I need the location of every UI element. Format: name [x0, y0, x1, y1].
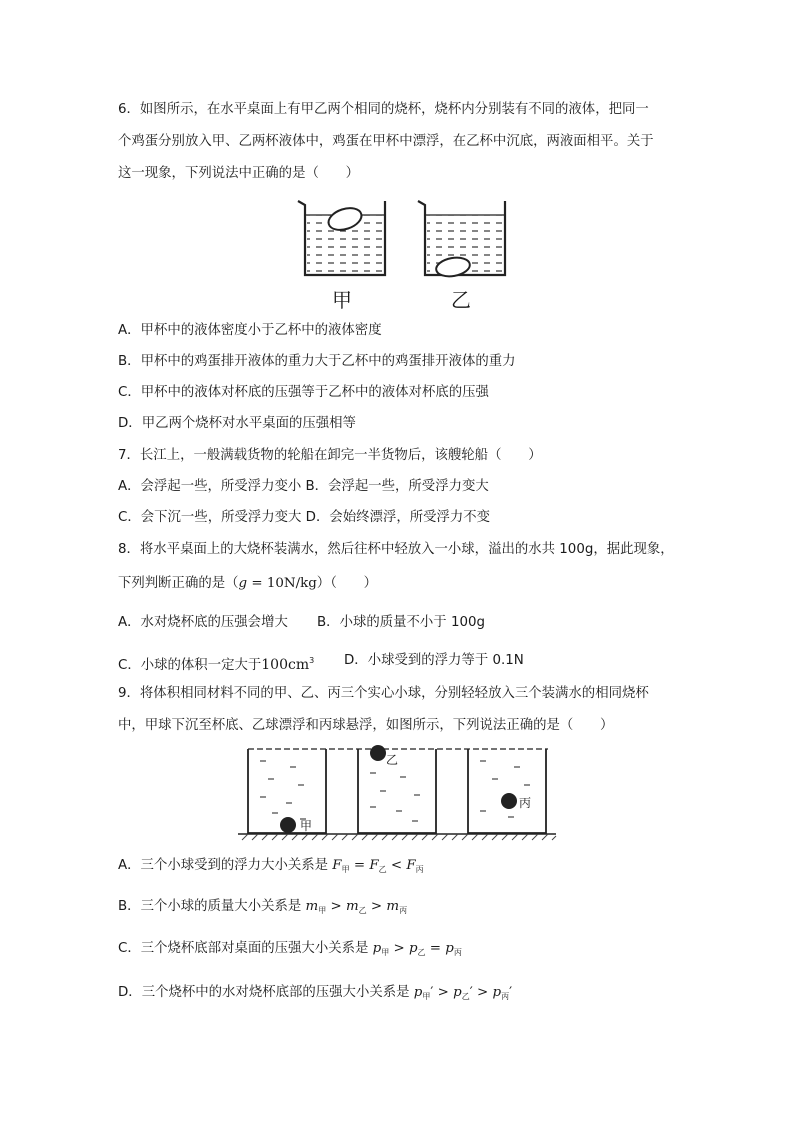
q9-stem-line1: 9．将体积相同材料不同的甲、乙、丙三个实心小球，分别轻轻放入三个装满水的相同烧杯 — [118, 686, 649, 701]
symbol-p: p — [408, 941, 418, 956]
symbol-p: p — [372, 941, 382, 956]
operator-gt: > — [326, 899, 346, 914]
subscript-bing: 丙 — [501, 992, 510, 1001]
q9-option-c-text: C．三个烧杯底部对桌面的压强大小关系是 — [118, 941, 373, 956]
q6-option-a: A．甲杯中的液体密度小于乙杯中的液体密度 — [118, 323, 382, 338]
q8-line2-prefix: 下列判断正确的是（ — [118, 576, 239, 591]
q8-option-c-exp: 3 — [309, 656, 315, 665]
operator-lt: < — [386, 858, 407, 873]
q6-label-yi: 乙 — [451, 288, 471, 312]
prime-mark: ′ — [469, 985, 473, 1000]
subscript-yi: 乙 — [378, 865, 387, 874]
beaker-3 — [468, 749, 546, 833]
q8-option-a: A．水对烧杯底的压强会增大 — [118, 615, 288, 630]
subscript-bing: 丙 — [453, 948, 462, 957]
symbol-F: F — [406, 858, 416, 873]
subscript-yi: 乙 — [417, 948, 426, 957]
q8-line2-suffix: ）（ ） — [316, 576, 378, 591]
q6-stem-line3: 这一现象，下列说法中正确的是（ ） — [118, 166, 360, 181]
subscript-jia: 甲 — [318, 906, 327, 915]
q9-option-d — [118, 984, 512, 1006]
q6-option-d: D．甲乙两个烧杯对水平桌面的压强相等 — [118, 416, 356, 431]
operator-eq: = — [425, 941, 446, 956]
q9-option-d-text: D．三个烧杯中的水对烧杯底部的压强大小关系是 — [118, 985, 414, 1000]
q9-option-a-text: A．三个小球受到的浮力大小关系是 — [118, 858, 333, 873]
q8-formula-rest: = 10N/kg — [247, 576, 317, 591]
q6-label-jia: 甲 — [332, 288, 352, 312]
beaker-1 — [248, 749, 326, 833]
q8-formula-g: g — [238, 576, 248, 591]
q9-option-a — [118, 857, 424, 879]
q6-stem-line1: 6．如图所示，在水平桌面上有甲乙两个相同的烧杯，烧杯内分别装有不同的液体，把同一 — [118, 102, 649, 117]
q6-beaker-figure — [290, 195, 510, 310]
q9-label-bing: 丙 — [519, 796, 532, 810]
symbol-p: p — [453, 985, 462, 1000]
operator-gt: > — [366, 899, 387, 914]
q7-stem: 7．长江上，一般满载货物的轮船在卸完一半货物后，该艘轮船（ ） — [118, 448, 542, 463]
q9-label-yi: 乙 — [386, 753, 399, 767]
symbol-p: p — [445, 941, 454, 956]
q8-option-c-text: C．小球的体积一定大于 — [118, 658, 262, 673]
prime-mark: ′ — [509, 985, 513, 1000]
symbol-F: F — [332, 858, 342, 873]
operator-gt: > — [389, 941, 409, 956]
symbol-p: p — [492, 985, 502, 1000]
subscript-jia: 甲 — [381, 948, 390, 957]
symbol-p: p — [413, 985, 423, 1000]
beaker-jia — [298, 201, 385, 275]
symbol-m: m — [305, 899, 319, 914]
symbol-F: F — [369, 858, 379, 873]
subscript-yi: 乙 — [461, 992, 470, 1001]
q8-option-c-value: 100cm — [261, 657, 310, 673]
q9-option-b — [118, 898, 407, 920]
q9-option-c — [118, 940, 462, 962]
q8-stem-line1: 8．将水平桌面上的大烧杯装满水，然后往杯中轻放入一小球，溢出的水共 100g，据此现象， — [118, 542, 674, 557]
q6-option-c: C．甲杯中的液体对杯底的压强等于乙杯中的液体对杯底的压强 — [118, 385, 489, 400]
operator-eq: = — [349, 858, 370, 873]
beaker-yi — [418, 201, 505, 279]
q8-option-c — [118, 652, 314, 675]
subscript-jia: 甲 — [422, 992, 431, 1001]
q6-option-b: B．甲杯中的鸡蛋排开液体的重力大于乙杯中的鸡蛋排开液体的重力 — [118, 354, 516, 369]
subscript-bing: 丙 — [399, 906, 408, 915]
q7-options-cd: C．会下沉一些，所受浮力变大 D．会始终漂浮，所受浮力不变 — [118, 510, 491, 525]
q8-stem-line2 — [118, 575, 377, 593]
operator-gt: > — [433, 985, 454, 1000]
q7-options-ab: A．会浮起一些，所受浮力变小 B．会浮起一些，所受浮力变大 — [118, 479, 489, 494]
q9-label-jia: 甲 — [300, 819, 313, 833]
q8-option-b: B．小球的质量不小于 100g — [317, 615, 486, 630]
q8-option-d: D．小球受到的浮力等于 0.1N — [344, 653, 524, 668]
prime-mark: ′ — [430, 985, 434, 1000]
operator-gt: > — [472, 985, 493, 1000]
q9-option-b-text: B．三个小球的质量大小关系是 — [118, 899, 306, 914]
q6-stem-line2: 个鸡蛋分别放入甲、乙两杯液体中，鸡蛋在甲杯中漂浮，在乙杯中沉底，两液面相平。关于 — [118, 134, 654, 149]
subscript-jia: 甲 — [341, 865, 350, 874]
subscript-bing: 丙 — [415, 865, 424, 874]
q9-stem-line2: 中，甲球下沉至杯底、乙球漂浮和丙球悬浮，如图所示，下列说法正确的是（ ） — [118, 718, 614, 733]
subscript-yi: 乙 — [358, 906, 367, 915]
symbol-m: m — [386, 899, 400, 914]
symbol-m: m — [345, 899, 359, 914]
